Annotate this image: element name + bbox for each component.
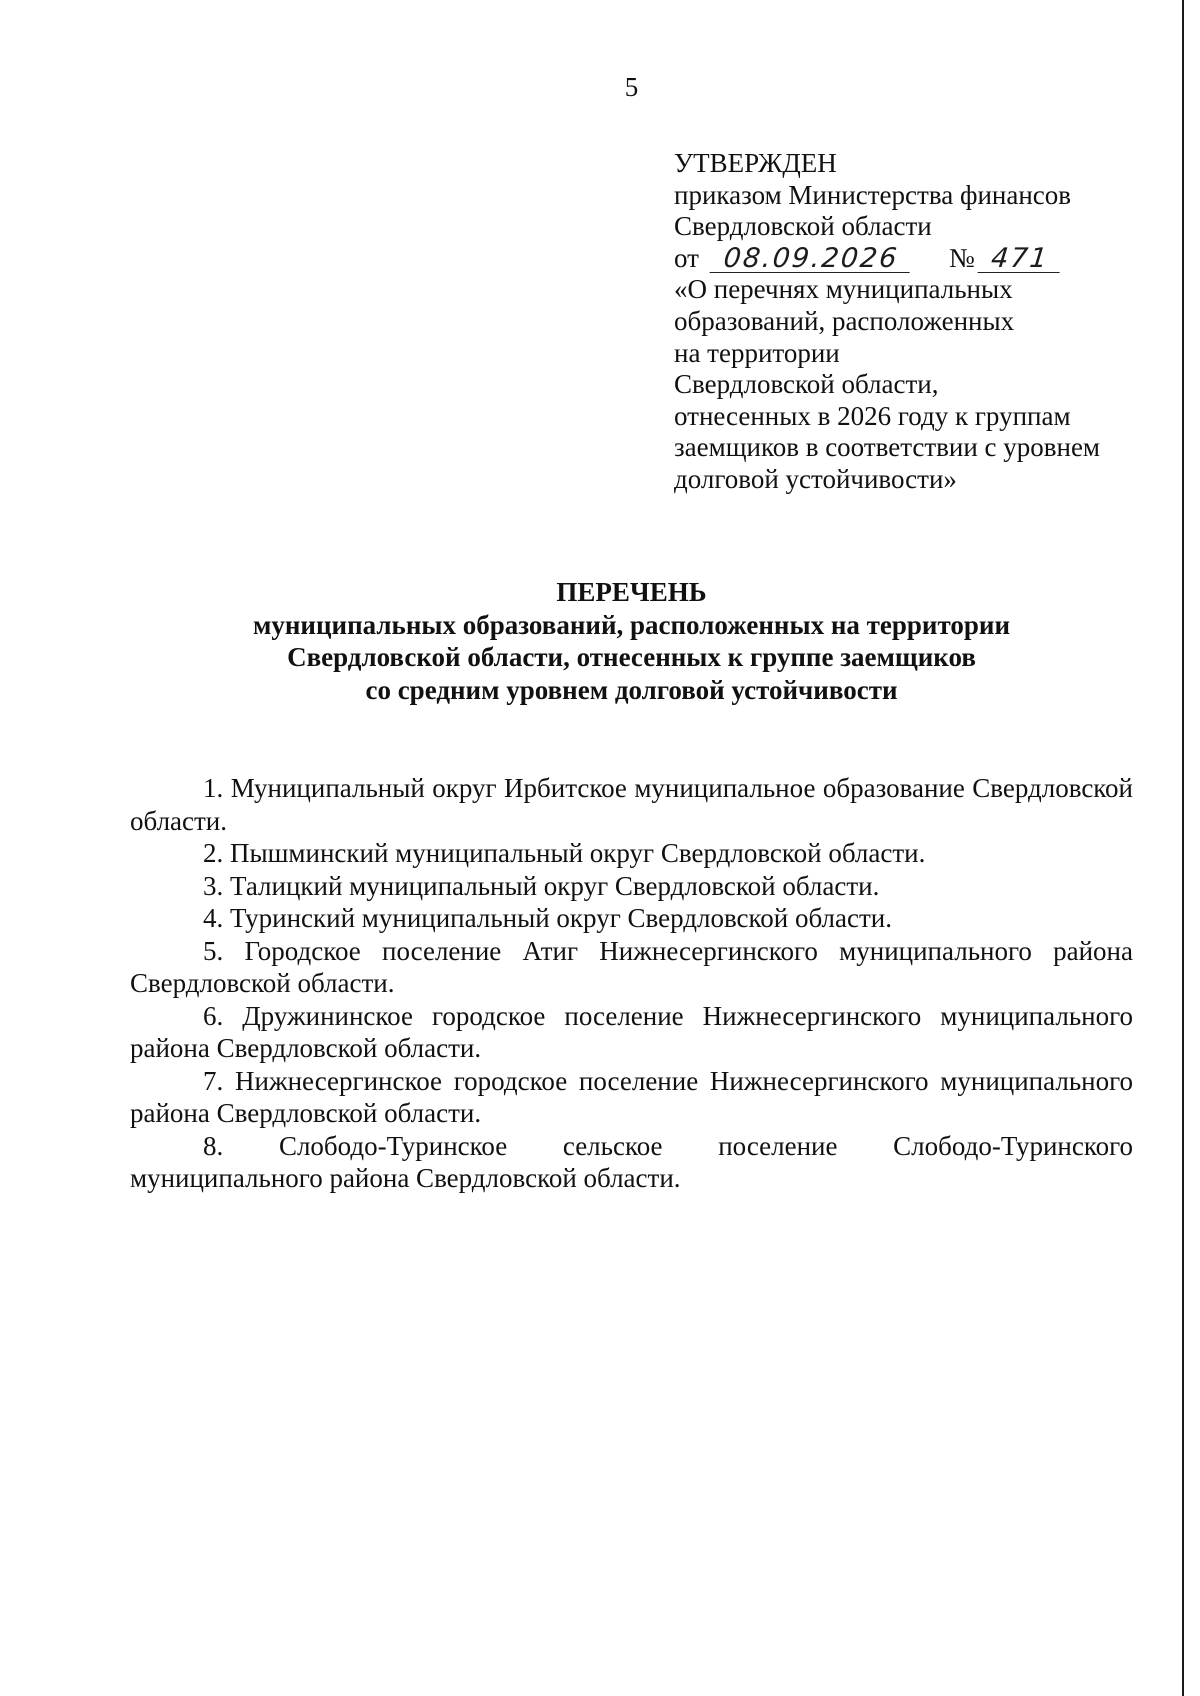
approval-heading: УТВЕРЖДЕН	[674, 148, 837, 178]
page-edge-line	[1182, 0, 1184, 1696]
title-line: со средним уровнем долговой устойчивости	[365, 674, 898, 705]
document-title	[130, 576, 1133, 706]
list-item: 7. Нижнесергинское городское поселение Нижнесергинского муниципального района Свердловской области.	[130, 1065, 1133, 1128]
number-label: №	[948, 242, 975, 273]
approval-subject-line: заемщиков в соответствии с уровнем	[674, 432, 1101, 463]
approval-subject-line: образований, расположенных	[674, 305, 1015, 336]
list-item: 8. Слободо-Туринское сельское поселение Слободо-Туринского муниципального района Свердловской области.	[130, 1130, 1133, 1193]
from-label: от	[674, 242, 699, 273]
page-number: 5	[624, 72, 639, 102]
approval-subject-line: долговой устойчивости»	[674, 463, 957, 494]
title-heading: ПЕРЕЧЕНЬ	[556, 577, 707, 607]
list-item: 3. Талицкий муниципальный округ Свердловской области.	[203, 870, 880, 901]
title-line: муниципальных образований, расположенных на территории	[252, 609, 1010, 640]
approval-subject-line: на территории	[674, 337, 840, 368]
approval-date-number-line	[674, 243, 1134, 275]
approval-region-line: Свердловской области	[674, 211, 932, 242]
municipality-list	[130, 772, 1133, 1195]
list-item: 6. Дружининское городское поселение Нижнесергинского муниципального района Свердловской области.	[130, 1000, 1133, 1063]
list-item: 2. Пышминский муниципальный округ Свердловской области.	[203, 838, 926, 868]
approval-issuer-line: приказом Министерства финансов	[674, 179, 1072, 210]
list-item: 5. Городское поселение Атиг Нижнесергинского муниципального района Свердловской области.	[130, 935, 1133, 998]
approval-subject-line: «О перечнях муниципальных	[674, 274, 1013, 305]
handwritten-date: 08.09.2026	[710, 246, 913, 273]
list-item: 4. Туринский муниципальный округ Свердловской области.	[203, 903, 892, 933]
title-line: Свердловской области, отнесенных к группе заемщиков	[287, 642, 976, 672]
approval-stamp-block	[674, 148, 1134, 496]
approval-subject-line: отнесенных в 2026 году к группам	[674, 400, 1071, 431]
handwritten-number: 471	[977, 246, 1062, 273]
list-item: 1. Муниципальный округ Ирбитское муниципальное образование Свердловской области.	[130, 773, 1133, 836]
approval-subject-line: Свердловской области,	[674, 369, 939, 400]
